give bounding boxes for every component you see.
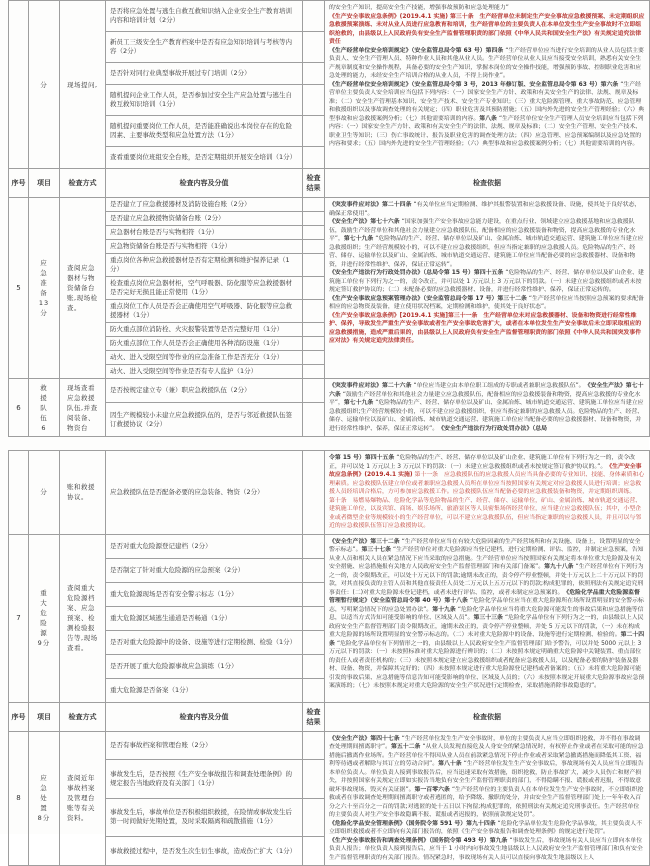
check-result-cell xyxy=(303,403,325,437)
check-result-cell xyxy=(303,337,325,351)
basis-text-segment: 《突发事件应对法》第二十六条 xyxy=(329,383,414,389)
check-result-cell xyxy=(303,323,325,337)
check-content-cell: 重点岗位各种应急救援器材是否有定期检测和维护保养记录（1分） xyxy=(106,254,303,277)
project-cell: 应急处置 8分 xyxy=(29,731,60,866)
check-result-cell xyxy=(303,451,325,535)
basis-text-segment: 《安全生产违法行为行政处罚办法》（总局 xyxy=(438,425,548,432)
check-content-cell: 应急物资储备台账是否与实物相符（1分） xyxy=(106,240,303,254)
basis-text-segment: 《危险化学品安全管理条例》（国务院令第 591 号）第九十四条 xyxy=(329,820,498,827)
basis-cell xyxy=(325,731,650,866)
basis-text-segment: 第九十八条 xyxy=(544,564,576,570)
serial-number-cell: 5 xyxy=(9,198,29,379)
basis-text-segment: 《安全生产违法行为行政处罚办法》（总局令第 15 号）第四十五条 xyxy=(329,270,506,276)
check-result-cell xyxy=(303,731,325,760)
column-header-row xyxy=(9,702,650,731)
check-item-row xyxy=(9,1,650,32)
check-result-cell xyxy=(303,32,325,63)
column-header-row xyxy=(9,169,650,198)
column-header: 检查内容及分值 xyxy=(106,169,303,198)
check-result-cell xyxy=(303,85,325,116)
check-content-cell: 是否对重大危险源中的设备、设施等进行定期检测、检验（1分） xyxy=(106,630,303,654)
basis-text-segment: “生产经营单位应当按照应急预案的要求配备相应的应急物资及装备，建立使用状况档案，定期检测和维护，使其处于良好状态”。 xyxy=(329,295,644,310)
check-result-cell xyxy=(303,606,325,630)
basis-text-segment: 第八条 xyxy=(479,115,499,122)
check-result-cell xyxy=(303,558,325,582)
method-cell: 查阅应急器材与物资储备台账,现场检查。 xyxy=(60,198,106,379)
column-header: 项目 xyxy=(29,702,60,731)
check-result-cell xyxy=(303,277,325,300)
basis-cell xyxy=(325,451,650,535)
basis-text-segment: 第十条 易燃易爆物品、危险化学品等危险物品的生产、经营、储存、运输单位，矿山、金属冶炼、城市轨道交通运营、建筑施工单位，以及宾馆、商场、娱乐场所、旅游景区等人员密集场所经营单位，应当建立应急救援队伍；其中，小型企业或者微型企业等规模较小的生产经营单位，可以不建立应急救援队伍，但应当指定兼职的应急救援人员，并且可以与邻近的应急救援队伍签订应急救援协议。 xyxy=(329,497,642,529)
project-cell: 分 xyxy=(29,451,60,535)
check-result-cell xyxy=(303,1,325,32)
check-content-cell: 重点岗位工作人员是否会正确使用空气呼吸器、防化服等应急救援器材（1分） xyxy=(106,300,303,323)
basis-text-segment: “从业人员发现直接危及人身安全的紧急情况时，有权停止作业或者在采取可能的应急措施后撤离作业场所。生产经营单位不得因从业人员在前款紧急情况下停止作业或者采取紧急撤离措施而降低其工资、福利等待遇或者解除与其订立的劳动合同”。 xyxy=(329,744,644,767)
project-cell: 分 xyxy=(29,1,60,169)
basis-text-segment: 《危险化学品重大危险源监督管理暂行规定》（安全监管总局令第 40 号）第十八条 xyxy=(329,589,640,604)
basis-text-segment: “危险物品的生产、经营、储存单位以及矿山、金属冶炼、城市轨道交通运营、建筑施工单位应当建立应急救援组织;生产经营规模较小的，可以不建立应急救援组织，但应当指定兼职的应急救援人员。危险物品的生产、经营、储存、运输单位以及矿山、金属冶炼、城市轨道交通运营、建筑施工单位应当配备必要的应急救援器材、设备和物资，并进行经常性维护、保养，保证正常运转”。 xyxy=(329,400,644,432)
check-content-cell: 重大危险源是否备案（1分） xyxy=(106,678,303,702)
check-content-cell: 随机提问企业工作人员，是否参加过安全生产应急处置与逃生自救互救知识培训（1分） xyxy=(106,85,303,116)
basis-text-segment: “危险物品的生产、经营、储存单位以及矿山、金属冶炼、城市轨道交通运营、建筑施工单位应当建立应急救援组织；生产经营规模较小的，可以不建立应急救援组织，但应当指定兼职的应急救援人员。危险物品的生产、经营、储存、运输单位以及矿山、金属冶炼、城市轨道交通运营、建筑施工单位应当配备必要的应急救援器材、设备和物资，并进行经常性维护、保养，保证正常运转”。 xyxy=(329,236,644,268)
column-header: 检查内容及分值 xyxy=(106,702,303,731)
basis-text-segment: 第八十条 xyxy=(438,761,464,767)
check-content-cell: 事故救援过程中，是否发生次生衍生事故，造成伤亡扩大（1分） xyxy=(106,837,303,866)
check-content-cell: 是否将应急处置与逃生自救互救知识纳入企业安全生产教育培训内容和培训计划（2分） xyxy=(106,1,303,32)
basis-text-segment: “生产经营单位安全生产管理人员安全培训应当包括下列内容：（一）国家安全生产方针、政策和有关安全生产的法律、法规、规章及标准；（二）安全生产管理、安全生产技术、职业卫生等知识；（三）伤亡事故统计、报告及职业危害的调查处理方法；（四）应急管理、应急预案编制以及应急处置的内容和要求；（五）国内外先进的安全生产管理经验；（六）典型事故和应急救援案例分析；（七）其他需要培训的内容。 xyxy=(329,115,644,147)
column-header: 检查方式 xyxy=(60,169,106,198)
inspection-table-body-1 xyxy=(9,1,650,437)
basis-text-segment: 《安全生产法》第四十七条 xyxy=(329,735,402,742)
basis-text-segment: 第三十三条 xyxy=(473,615,505,621)
basis-text-segment: “生产经营单位有下列行为之一的，责令限期改正，可以处十万元以下的罚款;逾期未改正的，责令停产停业整顿，并处十万元以上二十万元以下的罚款，对其直接负责的主管人员和其他直接责任人员处二万元以上五万元以下的罚款;构成犯罪的，依照刑法有关规定追究刑事责任：(二)对重大危险源未登记建档，或者未进行评估、监控，或者未制定应急预案的。 xyxy=(329,564,644,596)
check-item-row xyxy=(9,731,650,760)
project-cell: 应急准备 13分 xyxy=(29,198,60,379)
check-result-cell xyxy=(303,300,325,323)
check-result-cell xyxy=(303,212,325,226)
basis-text-segment: “生产经营单位应当在有较大危险因素的生产经营场所和有关设施、设备上，设置明显的安全警示标志”。 xyxy=(329,538,641,553)
check-result-cell xyxy=(303,837,325,866)
check-item-row xyxy=(9,198,650,212)
check-content-cell: 随机提问重要岗位工作人员，是否能准确说出本岗位存在的危险因素、主要事故类型和应急处置方法（1分） xyxy=(106,116,303,147)
check-content-cell: 事故发生后，是否按照《生产安全事故报告和调查处理条例》的规定报告当地政府及有关部门（1分） xyxy=(106,760,303,798)
serial-number-cell: 6 xyxy=(9,379,29,437)
basis-text-segment: 《突发事件应对法》第二十四条 xyxy=(329,202,414,208)
check-result-cell xyxy=(303,582,325,606)
check-result-cell xyxy=(303,760,325,798)
inspection-table-block-2 xyxy=(8,450,650,866)
check-content-cell: 动火、进入受限空间等作业的应急准备工作是否充分（1分） xyxy=(106,351,303,365)
check-content-cell: 是否建立应急救援物资储备台账（2分） xyxy=(106,212,303,226)
check-result-cell xyxy=(303,116,325,147)
check-content-cell: 是否针对同行业典型事故开展过专门培训（2分） xyxy=(106,63,303,85)
check-result-cell xyxy=(303,198,325,212)
basis-text-segment: “生产经营单位发生生产安全事故时，单位的主要负责人应当立即组织抢救，并不得在事故调查处理期间擅离职守”。 xyxy=(329,735,641,750)
basis-cell xyxy=(325,534,650,702)
check-content-cell: 检查重点岗位应急器材柜，空气呼吸器、防化服等应急救援器材是否完好无损且能正常使用（1分） xyxy=(106,277,303,300)
basis-cell xyxy=(325,198,650,379)
basis-cell xyxy=(325,379,650,437)
check-content-cell: 是否对重大危险源登记建档（2分） xyxy=(106,534,303,558)
check-result-cell xyxy=(303,654,325,678)
basis-text-segment: “危险物品的生产、经营、储存单位以及矿山企业、建筑施工单位有下列行为之一的，责令改正，并可以处 1 万元以上 3 万元以下的罚款。（一）未建立应急救援组织或者未按规定签订救护协议的；（二）未配备必要的应急救援器材、设备，并进行经常性维护、保养，保证正常运转的。 xyxy=(329,270,644,293)
check-result-cell xyxy=(303,351,325,365)
basis-text-segment: 第十九条 xyxy=(432,606,458,613)
check-result-cell xyxy=(303,147,325,169)
check-content-cell: 因生产规模较小未建立应急救援队伍的，是否与邻近救援队伍签订救援协议（2分） xyxy=(106,403,303,437)
method-cell: 查阅近年事故档案及管理台账等有关资料。 xyxy=(60,731,106,866)
basis-text-segment: 《安全生产法》第七十六条 xyxy=(329,219,402,225)
check-content-cell: 查看重要岗位班组安全台账，是否定期组织开展安全培训（1分） xyxy=(106,147,303,169)
check-content-cell: 应急器材台账是否与实物相符（1分） xyxy=(106,226,303,240)
serial-number-cell xyxy=(9,451,29,535)
check-result-cell xyxy=(303,226,325,240)
check-content-cell: 防火重点部位工作人员是否会正确使用各种消防设施（1分） xyxy=(106,337,303,351)
basis-text-segment: “危险化学品单位应当将重大危险源可能发生的事故后果和应急措施等信息，以适当方式告知可能受影响的单位、区域及人员”。 xyxy=(329,606,644,621)
check-content-cell: 是否开展了重大危险源事故应急演练（1分） xyxy=(106,654,303,678)
basis-text-segment: “国家加强生产安全事故应急能力建设，在重点行业、领域建立应急救援基地和应急救援队伍，鼓励生产经营单位和其他社会力量建立应急救援队伍，配备相应的应急救援装备和物资，提高应急救援的专业化水平”， xyxy=(329,219,636,242)
check-content-cell: 动火、进入受限空间等作业是否有专人监护（1分） xyxy=(106,365,303,379)
check-result-cell xyxy=(303,798,325,836)
basis-text-segment: 第七十九条 xyxy=(343,400,376,406)
basis-text-segment: “生产经营单位应当进行安全培训的从业人员包括主要负责人、安全生产管理人员、特种作业人员和其他从业人员。生产经营单位从业人员应当接受安全培训，熟悉有关安全生产规章制度和安全操作规程，具备必要的安全生产知识，掌握本岗位的安全操作技能，增强预防事故、控制职业危害和应急处理的能力，未经安全生产培训合格的从业人员，不得上岗作业”。 xyxy=(329,47,644,79)
basis-text-segment: 《生产安全事故应急条例》[2019.4.1 实施]第三十一条 生产经营单位未对应急救援器材、设备和物资进行经常性维护、保养，导致发生严重生产安全事故或者生产安全事故危害扩大，或者在本单位发生生产安全事故后未立即采取相应的应急救援措施，造成严重后果的，由县级以上人民政府负有安全生产监督管理职责的部门依照《中华人民共和国突发事件应对法》有关规定追究法律责任。 xyxy=(329,312,642,344)
basis-text-segment: “单位应当建立由本单位职工组成的专职或者兼职应急救援队伍”。 xyxy=(413,383,585,389)
check-content-cell: 重大危险源区域逃生通道是否畅通（1分） xyxy=(106,606,303,630)
column-header: 序号 xyxy=(9,702,29,731)
check-content-cell: 是否建立了应急救援器材及消防设施台账（2分） xyxy=(106,198,303,212)
basis-text-segment: “危险化学品单位有下列情形之一的，由县级以上人民政府安全生产监督管理部门给予警告，可以并处 5000 元以上 3 万元以下的罚款：（一）未按照标准对重大危险源进行辨识的；（二）未按照本规定明确重大危险源中关键装置、重点部位的责任人或者责任机构的；（三）未按照本规定建立应急救援组织或者配备应急救援人员，以及配备必要的防护装备及器材、设备、物资，并保障其完好的；（四）未按照本规定进行重大危险源登记建档或者备案的；（五）未将重大危险源可能引发的事故后果、应急措施等信息告知可能受影响的单位、区域及人员的；（六）未按照本规定开展重大危险源事故应急预案演练的；（七）未按照本规定对重大危险源的安全生产状况进行定期检查，采取措施消除事故隐患的”。 xyxy=(329,640,645,689)
column-header: 检查方式 xyxy=(60,702,106,731)
basis-text-segment: 《生产经营单位安全培训规定》（安全监管总局令第 63 号）第四条 xyxy=(329,47,506,54)
basis-text-segment: 《安全生产法》第七十六条 xyxy=(329,383,644,398)
basis-text-segment: “生产经营单位对重大危险源应当登记建档，进行定期检测、评估、监控，并制定应急预案，告知从业人员和相关人员在紧急情况下应当采取的应急措施。生产经营单位应当按照国家有关规定将本单位重大危险源及有关安全措施、应急措施报有关地方人民政府安全生产监督管理部门和有关部门备案”。 xyxy=(329,547,644,570)
basis-text-segment: 《生产安全事故应急条例》(2019.4.1 实施) 第三十条 生产经营单位未制定生产安全事故应急救援预案、未定期组织应急救援预案演练、未对从业人员进行应急教育和培训，生产经营单位的主要负责人在本单位发生生产安全事故时不立即组织抢救的，由县级以上人民政府负有安全生产监督管理职责的部门依照《中华人民共和国安全生产法》有关规定追究法律责任 xyxy=(329,13,645,45)
column-header: 项目 xyxy=(29,169,60,198)
column-header: 检查结果 xyxy=(303,702,325,731)
basis-text-segment: 《生产安全事故报告和调查处理条例》（国务院令第 493 号）第九条 xyxy=(329,837,510,844)
basis-text-segment: “鼓励生产经营单位和其他社会力量建立应急救援队伍，配备相应的应急救援装备和物资，提高应急救援的专业化水平”， xyxy=(329,391,641,406)
check-result-cell xyxy=(303,240,325,254)
check-result-cell xyxy=(303,379,325,403)
check-result-cell xyxy=(303,630,325,654)
basis-text-segment: 令第 15 号）第四十五条 xyxy=(329,455,397,461)
basis-text-segment: 《生产经营单位安全培训规定》（安全监管总局令第 3 号，2013 年修订版、安全监管总局令第 63 号）第六条 xyxy=(329,81,621,88)
column-header: 序号 xyxy=(9,169,29,198)
method-cell: 查阅重大危险源档案、应急预案、检测检验报告等,现场查看。 xyxy=(60,534,106,702)
basis-text-segment: 《生产安全事故应急条例》(2019.4.1 实施) xyxy=(329,463,642,478)
basis-text-segment: “生产经营单位主要负责人安全培训应当包括下列内容：（一）国家安全生产方针、政策和有关安全生产的法律、法规、规章及标准；（二）安全生产管理基本知识、安全生产技术、安全生产专业知识；（三）重大危险源管理、重大事故防范、应急管理和救援组织以及事故调查处理的有关规定；（四）职业危害及其预防措施；（五）国内外先进的安全生产管理经验；（六）典型事故和应急救援案例分析；（七）其他需要培训的内容。 xyxy=(329,81,645,122)
project-cell: 救援队伍 6 xyxy=(29,379,60,437)
basis-text-segment: 第七十九条 xyxy=(343,236,376,242)
check-content-cell: 应急救援队伍是否配备必要的应急装备、物资（2分） xyxy=(106,451,303,535)
check-content-cell: 是否按规定建立专（兼）职应急救援队伍（2分） xyxy=(106,379,303,403)
check-content-cell: 重大危险源现场是否有安全警示标志（1分） xyxy=(106,582,303,606)
check-content-cell: 事故发生后，事故单位是否积极组织救援，在险情或事故发生后第一时间做好先期处置，及时采取隔离和疏散措施（1分） xyxy=(106,798,303,836)
column-header: 检查依据 xyxy=(325,169,650,198)
serial-number-cell xyxy=(9,1,29,169)
check-item-row xyxy=(9,534,650,558)
basis-text-segment: “危险化学品单位有下列行为之一的，由县级以上人民政府安全生产监督管理部门责令限期改正，逾期未改正的，责令停产停业整顿，并处 5 万元以下的罚款，（一）未在构成重大危险源的场所设置明显的安全警示标志的。（二）未对重大危险源中的设备、设施等进行定期检测、检验的。 xyxy=(329,615,644,638)
basis-text-segment: “有关单位应当定期检测、维护其报警装置和应急救援设备、设施，使其处于良好状态，确保正常使用”。 xyxy=(329,202,641,217)
method-cell: 账和救援协议。 xyxy=(60,451,106,535)
basis-cell xyxy=(325,1,650,169)
basis-text-segment: “危险化学品单位发生危险化学品事故，其主要负责人不立即组织救援或者不立即向有关部门报告的，依照《生产安全事故报告和调查处理条例》的规定进行处罚”。 xyxy=(329,820,643,835)
inspection-table-block-1 xyxy=(8,0,650,437)
serial-number-cell: 7 xyxy=(9,534,29,702)
check-content-cell: 新员工三级安全生产教育档案中是否有应急知识培训与考核等内容（2分） xyxy=(106,32,303,63)
method-cell: 现场提问, xyxy=(60,1,106,169)
basis-text-segment: “危险化学品单位应当在重大危险源所在场所设置明显的安全警示标志，写明紧急情况下的应急处置办法”。 xyxy=(329,598,644,613)
basis-text-segment: 《安全生产法》第三十二条 xyxy=(329,538,402,545)
inspection-table-body-2 xyxy=(9,451,650,866)
basis-text-segment: 的安全生产知识，提高安全生产技能，增强事故预防和应急处理能力” xyxy=(329,5,509,11)
basis-text-segment: 第五十二条 xyxy=(390,744,423,750)
basis-text-segment: “事故发生后，事故现场有关人员应当立即向本单位负责人报告；单位负责人接到报告后，应当于 1 小时内向事故发生地县级以上人民政府安全生产监督管理部门和负有安全生产监督管理职责的有关部门报告。情况紧急时，事故现场有关人员可以直接向事故发生地县级以上人 xyxy=(329,837,643,861)
column-header: 检查结果 xyxy=(303,169,325,198)
check-result-cell xyxy=(303,254,325,277)
method-cell: 现场查看应急救援队伍,并查阅装备、物资台 xyxy=(60,379,106,437)
column-header: 检查依据 xyxy=(325,702,650,731)
check-item-row xyxy=(9,451,650,535)
basis-text-segment: 第二十四条 xyxy=(329,632,645,647)
basis-text-segment: 第三十七条 xyxy=(361,547,394,553)
check-result-cell xyxy=(303,63,325,85)
basis-text-segment: 第十一条 应急救援队伍的应急救援人员应当具备必要的专业知识、技能、身体素质和心理素质。应急救援队伍建立单位或者兼职应急救援人员所在单位应当按照国家有关规定对应急救援人员进行培训；应急救援人员经培训合格后，方可参加应急救援工作。应急救援队伍应当配备必要的应急救援装备和物资，并定期组织训练。 xyxy=(329,472,645,495)
basis-text-segment: “生产经营单位发生生产安全事故后，事故现场有关人员应当立即报告本单位负责人。单位负责人接到事故报告后，应当迅速采取有效措施，组织抢救，防止事故扩大，减少人员伤亡和财产损失，并按照国家有关规定立即如实报告当地负有安全生产监督管理职责的部门，不得隐瞒不报、谎报或者迟报，不得故意破坏事故现场、毁灭有关证据”。 xyxy=(329,761,644,793)
basis-text-segment: “危险物品的生产、经营、储存单位以及矿山企业、建筑施工单位有下列行为之一的，责令改正，并可以处 1 万元以上 3 万元以下的罚款：（一）未建立应急救援组织或者未按规定签订救护协议的。”。 xyxy=(329,455,636,470)
check-content-cell: 是否有事故档案和管理台账（2分） xyxy=(106,731,303,760)
check-content-cell: 是否制定了针对重大危险源的应急预案（2分） xyxy=(106,558,303,582)
serial-number-cell: 8 xyxy=(9,731,29,866)
check-item-row xyxy=(9,379,650,403)
project-cell: 重大危险源 9分 xyxy=(29,534,60,702)
basis-text-segment: 第一百零六条 xyxy=(414,786,452,793)
check-result-cell xyxy=(303,365,325,379)
check-result-cell xyxy=(303,534,325,558)
check-result-cell xyxy=(303,678,325,702)
basis-text-segment: “生产经营单位的主要负责人在本单位发生生产安全事故时，不立即组织抢救或者在事故调查处理期间擅离职守或者逃匿的，给予降级、撤职的处分，并由安全生产监督管理部门处上一年年收入百分之六十至百分之一百的罚款;对逃匿的处十五日以下拘留;构成犯罪的，依照刑法有关规定追究刑事责任。生产经营单位的主要负责人对生产安全事故隐瞒不报、谎报或者迟报的，依照前款规定处罚”。 xyxy=(329,786,644,818)
check-content-cell: 防火重点部位消防栓、火灾报警装置等是否完整好用（1分） xyxy=(106,323,303,337)
basis-text-segment: 《生产安全事故应急预案管理办法》（安全监管总局令第 17 号）第三十二条 xyxy=(329,295,529,302)
